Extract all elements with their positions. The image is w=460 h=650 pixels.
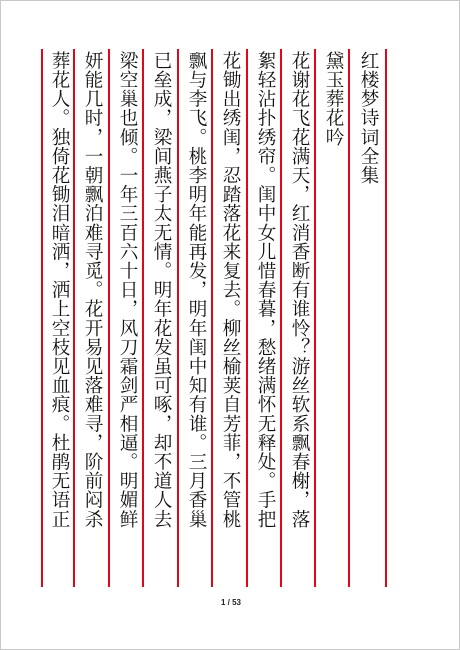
poem-title: 黛玉葬花吟 xyxy=(323,51,344,147)
column-rule xyxy=(108,49,110,587)
page-number: 1 / 53 xyxy=(220,598,241,607)
text-column-8: 葬花人。独倚花锄泪暗洒，洒上空枝见血痕。杜鹃无语正 xyxy=(49,51,70,529)
text-column-1: 花谢花飞花满天，红消香断有谁怜？游丝软系飘春榭，落 xyxy=(289,51,310,529)
text-column-6: 梁空巢也倾。一年三百六十日，风刀霜剑严相逼。明媚鲜 xyxy=(117,51,138,529)
column-rule xyxy=(385,49,387,587)
book-title: 红楼梦诗词全集 xyxy=(358,51,379,185)
column-rule xyxy=(280,49,282,587)
text-column-4: 飘与李飞。桃李明年能再发，明年闺中知有谁。三月香巢 xyxy=(186,51,207,529)
column-rule xyxy=(348,49,350,587)
column-rule xyxy=(314,49,316,587)
column-rule xyxy=(142,49,144,587)
column-rule xyxy=(246,49,248,587)
text-column-2: 絮轻沾扑绣帘。闺中女儿惜春暮，愁绪满怀无释处。手把 xyxy=(255,51,276,529)
column-rule xyxy=(41,49,43,587)
text-column-7: 妍能几时，一朝飘泊难寻觅。花开易见落难寻，阶前闷杀 xyxy=(82,51,103,529)
text-column-3: 花锄出绣闺，忍踏落花来复去。柳丝榆荚自芳菲，不管桃 xyxy=(220,51,241,529)
column-rule xyxy=(211,49,213,587)
column-rule xyxy=(177,49,179,587)
text-column-5: 已垒成，梁间燕子太无情。明年花发虽可啄，却不道人去 xyxy=(151,51,172,529)
text-area xyxy=(41,49,387,587)
